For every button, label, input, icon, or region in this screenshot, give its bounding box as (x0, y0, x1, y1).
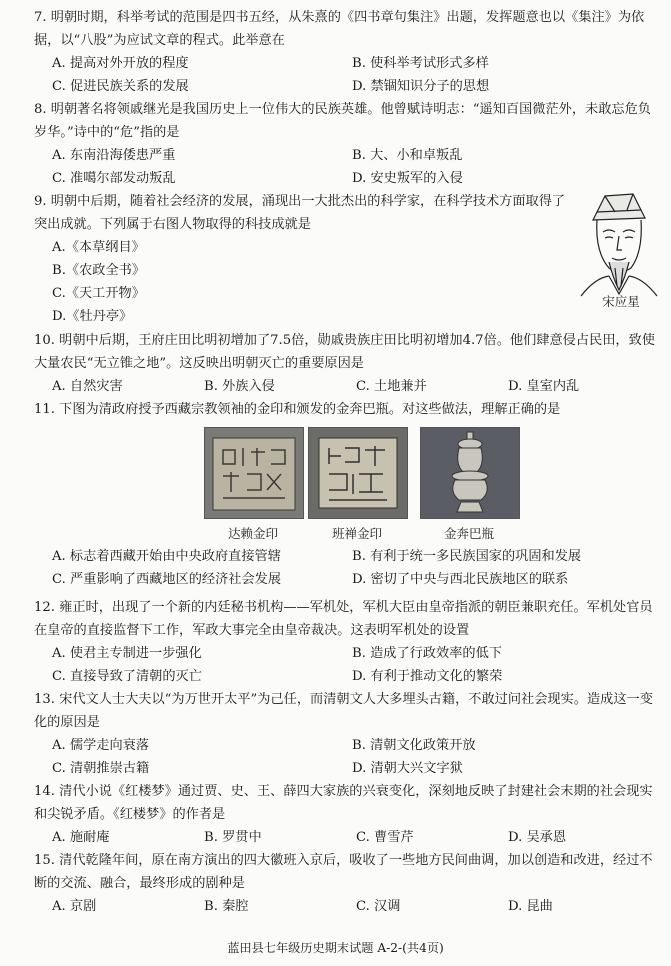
question-15-stem: 15. 清代乾隆年间，原在南方演出的四大徽班入京后，吸收了一些地方民间曲调，加以创造和改进，经过不断的交流、融合，最终形成的剧种是 (34, 853, 653, 891)
question-13-stem: 13. 宋代文人士大夫以“为万世开太平”为己任，而清朝文人大多埋头古籍，不敢过问社会现实。造成这一变化的原因是 (34, 692, 653, 730)
page-footer: 蓝田县七年级历史期末试题 A-2-(共4页) (227, 941, 444, 955)
question-8-stem: 8. 明朝著名将领戚继光是我国历史上一位伟大的民族英雄。他曾赋诗明志：“遥知百国微茫外，未敢忘危负岁华。”诗中的“危”指的是 (34, 102, 651, 140)
q11-option-a[interactable]: A. 标志着西藏开始由中央政府直接管辖 (52, 549, 281, 564)
q7-option-d[interactable]: D. 禁锢知识分子的思想 (352, 79, 490, 94)
q15-option-a[interactable]: A. 京剧 (52, 899, 97, 914)
question-7 (34, 6, 662, 98)
q10-option-a[interactable]: A. 自然灾害 (52, 379, 123, 394)
question-8 (34, 98, 662, 190)
q12-option-b[interactable]: B. 造成了行政效率的低下 (352, 646, 502, 661)
question-7-options-row2 (34, 75, 662, 98)
golden-urn-caption: 金奔巴瓶 (443, 526, 494, 541)
question-10 (34, 329, 662, 398)
q7-option-a[interactable]: A. 提高对外开放的程度 (52, 56, 189, 71)
question-14-options (34, 826, 662, 849)
q11-option-c[interactable]: C. 严重影响了西藏地区的经济社会发展 (52, 572, 282, 587)
q13-option-d[interactable]: D. 清朝大兴文字狱 (352, 761, 463, 776)
question-11-stem: 11. 下图为清政府授予西藏宗教领袖的金印和颁发的金奔巴瓶。对这些做法，理解正确的是 (34, 402, 561, 417)
question-9-stem: 9. 明朝中后期，随着社会经济的发展，涌现出一大批杰出的科学家，在科学技术方面取得了突出成就。下列属于右图人物取得的科技成就是 (34, 194, 566, 232)
question-11-options (34, 545, 662, 591)
dalai-seal-image (204, 427, 304, 519)
q10-option-d[interactable]: D. 皇室内乱 (508, 379, 580, 394)
golden-urn-image (420, 427, 520, 519)
question-7-stem: 7. 明朝时期，科举考试的范围是四书五经，从朱熹的《四书章句集注》出题，发挥题意也以《集注》为依据，以“八股”为应试文章的程式。此举意在 (34, 10, 645, 48)
q8-option-a[interactable]: A. 东南沿海倭患严重 (52, 148, 176, 163)
question-13 (34, 688, 662, 780)
q15-option-c[interactable]: C. 汉调 (356, 899, 401, 914)
question-11 (34, 398, 662, 421)
q13-option-c[interactable]: C. 清朝推崇古籍 (52, 761, 150, 776)
question-13-options-row2 (34, 757, 662, 780)
question-14 (34, 780, 662, 849)
q14-option-a[interactable]: A. 施耐庵 (52, 830, 110, 845)
q13-option-b[interactable]: B. 清朝文化政策开放 (352, 738, 476, 753)
question-15-options (34, 895, 662, 918)
question-12-options-row2 (34, 665, 662, 688)
q9-option-d[interactable]: D.《牡丹亭》 (52, 309, 133, 324)
question-12 (34, 596, 662, 688)
q12-option-d[interactable]: D. 有利于推动文化的繁荣 (352, 669, 503, 684)
q8-option-c[interactable]: C. 准噶尔部发动叛乱 (52, 171, 176, 186)
q9-option-a[interactable]: A.《本草纲目》 (52, 240, 145, 255)
question-13-options-row1 (34, 734, 662, 757)
q15-option-b[interactable]: B. 秦腔 (204, 899, 249, 914)
q14-option-b[interactable]: B. 罗贯中 (204, 830, 262, 845)
q12-option-a[interactable]: A. 使君主专制进一步强化 (52, 646, 202, 661)
question-12-options-row1 (34, 642, 662, 665)
q8-option-b[interactable]: B. 大、小和卓叛乱 (352, 148, 463, 163)
question-10-stem: 10. 明朝中后期，王府庄田比明初增加了7.5倍，勋戚贵族庄田比明初增加4.7倍。他们肆意侵占民田，致使大量农民“无立锥之地”。这反映出明朝灭亡的重要原因是 (34, 333, 655, 371)
q8-option-d[interactable]: D. 安史叛军的入侵 (352, 171, 463, 186)
q13-option-a[interactable]: A. 儒学走向衰落 (52, 738, 150, 753)
portrait-caption: 宋应星 (602, 294, 640, 309)
question-9-options (34, 236, 570, 328)
panchen-seal-caption: 班禅金印 (331, 526, 382, 541)
question-14-stem: 14. 清代小说《红楼梦》通过贾、史、王、薛四大家族的兴衰变化，深刻地反映了封建社会末期的社会现实和尖锐矛盾。《红楼梦》的作者是 (34, 784, 653, 822)
q15-option-d[interactable]: D. 昆曲 (508, 899, 553, 914)
q9-option-b[interactable]: B.《农政全书》 (52, 263, 146, 278)
panchen-seal-image (308, 427, 408, 519)
q10-option-c[interactable]: C. 土地兼并 (356, 379, 427, 394)
dalai-seal-caption: 达赖金印 (227, 526, 278, 541)
question-11-options-row1 (34, 545, 662, 568)
question-8-options-row1 (34, 144, 662, 167)
q14-option-c[interactable]: C. 曹雪芹 (356, 830, 414, 845)
q14-option-d[interactable]: D. 吴承恩 (508, 830, 567, 845)
question-10-options (34, 375, 662, 398)
q7-option-b[interactable]: B. 使科举考试形式多样 (352, 56, 489, 71)
q11-option-b[interactable]: B. 有利于统一多民族国家的巩固和发展 (352, 549, 582, 564)
question-9 (34, 190, 570, 328)
q7-option-c[interactable]: C. 促进民族关系的发展 (52, 79, 189, 94)
q12-option-c[interactable]: C. 直接导致了清朝的灭亡 (52, 669, 202, 684)
question-7-options-row1 (34, 52, 662, 75)
q10-option-b[interactable]: B. 外族入侵 (204, 379, 275, 394)
question-12-stem: 12. 雍正时，出现了一个新的内廷秘书机构——军机处，军机大臣由皇帝指派的朝臣兼职充任。军机处官员在皇帝的直接监督下工作，军政大事完全由皇帝裁决。这表明军机处的设置 (34, 600, 653, 638)
question-11-options-row2 (34, 568, 662, 591)
question-8-options-row2 (34, 167, 662, 190)
q9-option-c[interactable]: C.《天工开物》 (52, 286, 145, 301)
q11-option-d[interactable]: D. 密切了中央与西北民族地区的联系 (352, 572, 569, 587)
question-15 (34, 849, 662, 918)
